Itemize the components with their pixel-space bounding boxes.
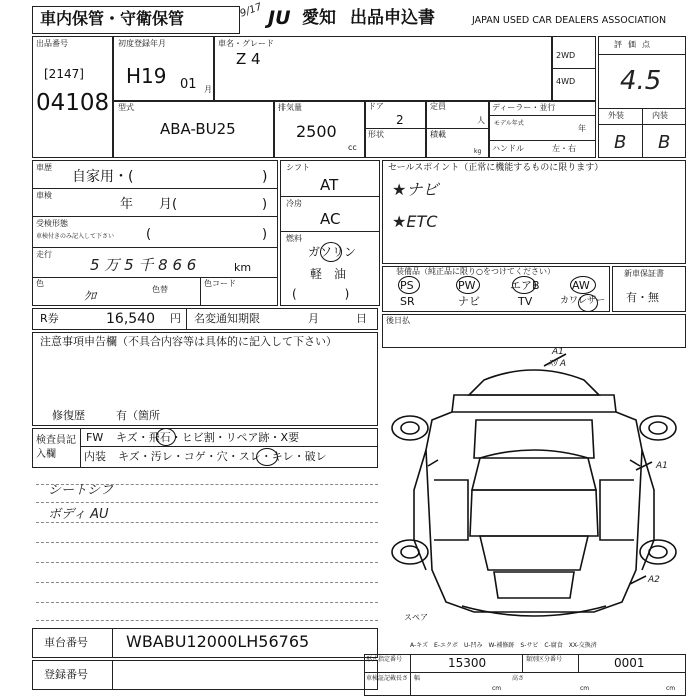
model-code: ABA-BU25 [160, 120, 236, 138]
equip-leather: カワレザー [560, 296, 606, 306]
recycle-label: R券 [40, 312, 59, 325]
equip-aw: AW [572, 279, 590, 292]
reg-form-open: ( [146, 227, 152, 242]
fw-text: キズ・飛石・ヒビ割・リペア跡・X要 [116, 431, 300, 444]
ac-value: AC [320, 210, 341, 228]
sales-points-label: セールスポイント（正常に機能するものに限ります） [388, 163, 604, 173]
color-value: ｸﾛ [84, 289, 97, 303]
type-spec-value: 15300 [448, 656, 487, 670]
sales-point-2: ★ETC [392, 212, 438, 231]
equipment-label: 装備品（純正品に限り○をつけてください） [396, 267, 555, 276]
length-unit: cm [492, 685, 502, 692]
fuel-other: ( ) [292, 287, 350, 301]
equip-navi: ナビ [458, 295, 480, 308]
pw-circle [456, 276, 480, 294]
storage-note: 車内保管・守衛保管 [40, 9, 185, 28]
org-name: 愛知 [302, 8, 336, 28]
reg-form-note: 車検付きのみ記入して下さい [36, 233, 115, 240]
diagram-mark-top: A1 [552, 347, 564, 357]
color-code-label: 色コード [204, 279, 236, 288]
form-title: 出品申込書 [350, 8, 435, 28]
equip-tv: TV [518, 295, 533, 308]
english-name: JAPAN USED CAR DEALERS ASSOCIATION [472, 15, 667, 26]
inspection-close: ) [262, 197, 268, 212]
dealer-label: ディーラー・並行 [492, 103, 556, 112]
capacity-unit: 人 [477, 116, 485, 125]
shift-label: シフト [286, 163, 310, 172]
handle-options: 左・右 [552, 144, 576, 153]
load-unit: kg [474, 148, 482, 155]
scribble-note: 9/17 [238, 1, 264, 20]
plate-label: 登録番号 [44, 668, 88, 681]
scratch-circle [256, 448, 278, 466]
fuel-diesel: 軽 油 [310, 267, 347, 281]
color-label: 色 [36, 279, 44, 288]
width-unit: cm [580, 685, 590, 692]
equip-airbag: エアB [510, 279, 540, 292]
repair-history-value: 有（箇所 [116, 409, 160, 422]
mileage-value: 5 万 5 千 8 6 6 [90, 256, 197, 274]
inner-label: 内装 [84, 450, 106, 463]
lot-sub-number: [2147] [44, 67, 84, 81]
lot-label: 出品番号 [36, 39, 68, 48]
diagram-mark-right-2: A2 [648, 575, 660, 585]
damage-legend: A-キズ E-エクボ U-凹み W-補修跡 S-サビ C-腐食 XX-交換済 [410, 642, 597, 649]
tax-notice-month: 月 [308, 312, 319, 325]
history-value: 自家用・( [72, 169, 134, 185]
handwritten-note-1: シートシフ [48, 483, 114, 498]
car-damage-diagram [384, 340, 686, 630]
mileage-label: 走行 [36, 250, 52, 259]
fuel-gasoline: ガソリン [308, 245, 357, 259]
registration-month: 01 [180, 77, 197, 92]
height-unit: cm [666, 685, 676, 692]
shape-label: 形状 [368, 130, 384, 139]
airbag-circle [512, 276, 536, 294]
height-label: 高さ [512, 675, 525, 682]
lot-number: 04108 [36, 90, 110, 116]
length-label: 車検証記載長さ [366, 675, 409, 682]
fuel-label: 燃料 [286, 234, 302, 243]
displacement-label: 排気量 [278, 103, 302, 112]
repaint-label: 色替 [152, 285, 168, 294]
capacity-label: 定員 [430, 102, 446, 111]
repair-history-label: 修復歴 [52, 409, 85, 422]
diagram-mark-top-2: ｽﾘ A [548, 359, 567, 369]
equip-pw: PW [458, 279, 476, 292]
tax-notice-day: 日 [356, 312, 367, 325]
model-label: 型式 [118, 103, 134, 112]
ac-label: 冷房 [286, 199, 302, 208]
chassis-number: WBABU12000LH56765 [126, 632, 310, 651]
warranty-value: 有・無 [626, 291, 659, 304]
first-registration-label: 初度登録年月 [118, 39, 166, 48]
rear-label: 後日払 [386, 316, 410, 325]
tax-notice-label: 名変通知期限 [194, 312, 260, 325]
car-name: Z 4 [236, 50, 261, 68]
equip-sr: SR [400, 295, 415, 308]
category-value: 0001 [614, 656, 645, 670]
chip-circle [156, 428, 176, 446]
width-label: 幅 [414, 675, 421, 682]
car-name-label: 車名・グレード [218, 39, 274, 48]
exterior-grade: B [614, 132, 627, 153]
history-close: ) [262, 169, 268, 185]
mileage-unit: km [234, 261, 252, 274]
reg-form-label: 受検形態 [36, 219, 68, 228]
ps-circle [398, 276, 420, 294]
4wd-option: 4WD [556, 77, 576, 86]
2wd-option: 2WD [556, 51, 576, 60]
displacement-unit: cc [348, 143, 357, 152]
type-spec-label: 形式指定番号 [366, 656, 403, 663]
handwritten-note-2: ボディ AU [48, 507, 109, 522]
inspection-value: 年 月( [120, 197, 178, 212]
displacement: 2500 [296, 122, 337, 141]
registration-year: H19 [126, 64, 167, 88]
leather-circle [578, 294, 598, 312]
recycle-amount: 16,540 [106, 311, 155, 327]
year-unit: 年 [578, 124, 586, 133]
handle-label: ハンドル [492, 144, 524, 153]
month-unit: 月 [204, 85, 212, 94]
load-label: 積載 [430, 130, 446, 139]
recycle-unit: 円 [170, 312, 181, 325]
aw-circle [570, 276, 596, 294]
inspector-label: 検査員記入欄 [36, 435, 76, 460]
shift-value: AT [320, 176, 339, 194]
notes-label: 注意事項申告欄（不具合内容等は具体的に記入して下さい） [40, 335, 337, 348]
inner-text: キズ・汚レ・コゲ・穴・スレ・キレ・破レ [118, 450, 327, 463]
interior-label: 内装 [652, 111, 668, 120]
score-label: 評価点 [614, 40, 656, 49]
doors-label: ドア [368, 102, 384, 111]
chassis-label: 車台番号 [44, 636, 88, 649]
diagram-mark-right-1: A1 [656, 461, 668, 471]
score-value: 4.5 [620, 66, 662, 96]
interior-grade: B [658, 132, 671, 153]
ju-logo: JU [268, 7, 291, 29]
category-label: 類別区分番号 [526, 656, 563, 663]
fw-label: FW [86, 431, 104, 444]
doors: 2 [396, 113, 404, 127]
equip-ps: PS [400, 279, 414, 292]
warranty-label: 新車保証書 [624, 269, 664, 278]
model-year-label: モデル年式 [494, 120, 524, 127]
reg-form-close: ) [262, 227, 268, 242]
exterior-label: 外装 [608, 111, 624, 120]
spare-label: スペア [404, 613, 428, 622]
history-label: 車歴 [36, 163, 52, 172]
gasoline-circle [320, 242, 342, 262]
sales-point-1: ★ナビ [392, 180, 439, 199]
inspection-label: 車検 [36, 191, 52, 200]
